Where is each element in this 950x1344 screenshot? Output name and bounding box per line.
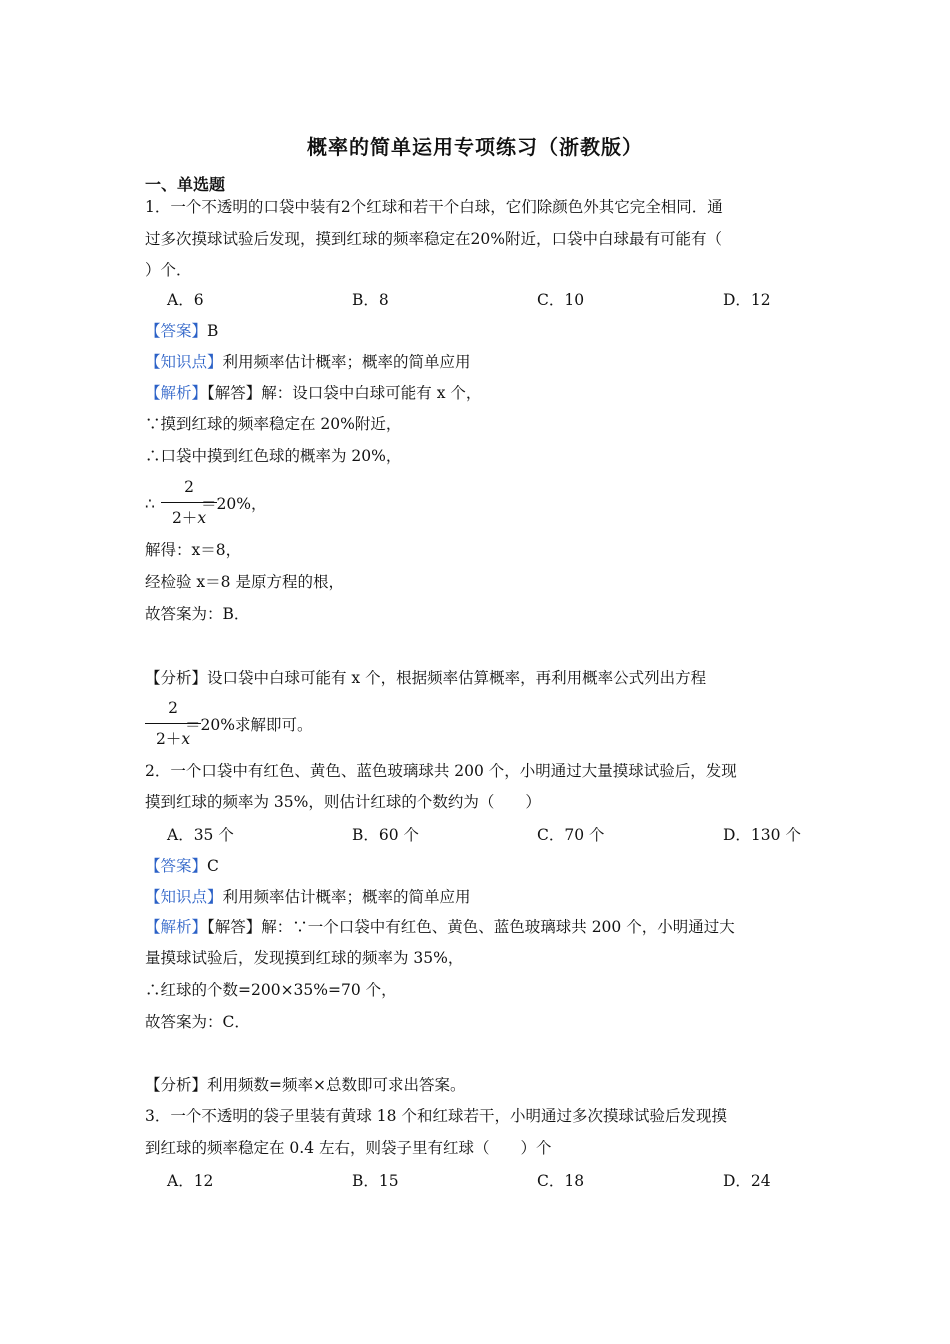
page-title: 概率的简单运用专项练习（浙教版） bbox=[307, 135, 643, 159]
q2-stem-line-2: 摸到红球的频率为 35%，则估计红球的个数约为（ ） bbox=[145, 793, 541, 811]
q2-kp-tag: 【知识点】 bbox=[145, 888, 223, 906]
q1-den-variable: x bbox=[197, 509, 207, 527]
q1-kp-text: 利用频率估计概率；概率的简单应用 bbox=[222, 353, 471, 371]
q3-option-d: D．24 bbox=[723, 1172, 771, 1190]
section-heading: 一、单选题 bbox=[145, 175, 226, 194]
q2-analysis-tag: 【解析】 bbox=[145, 918, 208, 936]
q1-kp-tag: 【知识点】 bbox=[145, 353, 223, 371]
q1-analysis-line-2: ∵摸到红球的频率稳定在 20%附近， bbox=[145, 415, 402, 433]
q1-therefore-symbol: ∴ bbox=[145, 495, 155, 513]
q1-knowledge-point bbox=[145, 352, 471, 372]
q1-explanation-line-2: ＝20%求解即可。 bbox=[185, 716, 313, 734]
q1-analysis-line-5: 解得：x＝8， bbox=[145, 541, 242, 559]
q1-analysis-tag: 【解析】 bbox=[145, 384, 208, 402]
q2-answer-value: C bbox=[207, 857, 219, 875]
q1-option-c: C．10 bbox=[537, 291, 585, 309]
q3-options bbox=[145, 1171, 805, 1191]
q1-option-d: D．12 bbox=[723, 291, 771, 309]
q1-answer-tag: 【答案】 bbox=[145, 322, 208, 340]
q1-stem-line-3: ）个． bbox=[145, 261, 192, 279]
q2-option-c: C．70 个 bbox=[537, 826, 605, 844]
q1-answer bbox=[145, 321, 218, 341]
q1-fraction-numerator: 2 bbox=[184, 478, 194, 496]
q1-den-constant: 2＋ bbox=[171, 509, 198, 527]
q1-analysis-text-1: 【解答】解：设口袋中白球可能有 x 个， bbox=[207, 384, 482, 402]
q2-answer-tag: 【答案】 bbox=[145, 857, 208, 875]
q1-stem-line-2: 过多次摸球试验后发现，摸到红球的频率稳定在20%附近，口袋中白球最有可能有（ bbox=[145, 230, 722, 248]
q1-analysis-line-7: 故答案为：B． bbox=[145, 605, 250, 623]
q1-answer-value: B bbox=[207, 322, 219, 340]
q1-fraction-result: ＝20%， bbox=[201, 495, 267, 513]
q1-option-a: A．6 bbox=[167, 291, 204, 309]
q2-option-a: A．35 个 bbox=[167, 826, 234, 844]
q3-option-a: A．12 bbox=[167, 1172, 214, 1190]
q3-stem-line-2: 到红球的频率稳定在 0.4 左右，则袋子里有红球（ ）个 bbox=[145, 1139, 552, 1157]
q1-option-b: B．8 bbox=[352, 291, 389, 309]
q1-explanation-line-1: 【分析】设口袋中白球可能有 x 个，根据频率估算概率，再利用概率公式列出方程 bbox=[145, 669, 707, 687]
q1-options bbox=[145, 290, 805, 310]
q2-stem-line-1: 2．一个口袋中有红色、黄色、蓝色玻璃球共 200 个，小明通过大量摸球试验后，发现 bbox=[145, 762, 737, 780]
q3-stem-line-1: 3．一个不透明的袋子里装有黄球 18 个和红球若干，小明通过多次摸球试验后发现摸 bbox=[145, 1107, 727, 1125]
q2-options bbox=[145, 825, 805, 845]
q1-analysis-line-1 bbox=[145, 383, 481, 403]
q1-exp-den-variable: x bbox=[181, 730, 191, 748]
q2-analysis-line-2: 量摸球试验后，发现摸到红球的频率为 35%， bbox=[145, 949, 464, 967]
q2-analysis-line-3: ∴红球的个数=200×35%=70 个， bbox=[145, 981, 397, 999]
q1-stem-line-1: 1．一个不透明的口袋中装有2个红球和若干个白球，它们除颜色外其它完全相同．通 bbox=[145, 198, 723, 216]
q2-explanation: 【分析】利用频数=频率×总数即可求出答案。 bbox=[145, 1076, 466, 1094]
q2-kp-text: 利用频率估计概率；概率的简单应用 bbox=[222, 888, 471, 906]
q1-analysis-line-3: ∴口袋中摸到红色球的概率为 20%， bbox=[145, 447, 402, 465]
q2-analysis-line-4: 故答案为：C． bbox=[145, 1013, 250, 1031]
q1-exp-fraction-numerator: 2 bbox=[168, 699, 178, 717]
q3-option-c: C．18 bbox=[537, 1172, 585, 1190]
q2-analysis-text-1: 【解答】解：∵一个口袋中有红色、黄色、蓝色玻璃球共 200 个，小明通过大 bbox=[207, 918, 735, 936]
q2-option-b: B．60 个 bbox=[352, 826, 420, 844]
q1-exp-den-constant: 2＋ bbox=[155, 730, 182, 748]
q2-knowledge-point bbox=[145, 887, 471, 907]
q2-answer bbox=[145, 856, 219, 876]
q2-analysis-line-1 bbox=[145, 917, 735, 937]
q3-option-b: B．15 bbox=[352, 1172, 399, 1190]
q2-option-d: D．130 个 bbox=[723, 826, 801, 844]
q1-analysis-line-6: 经检验 x＝8 是原方程的根， bbox=[145, 573, 344, 591]
